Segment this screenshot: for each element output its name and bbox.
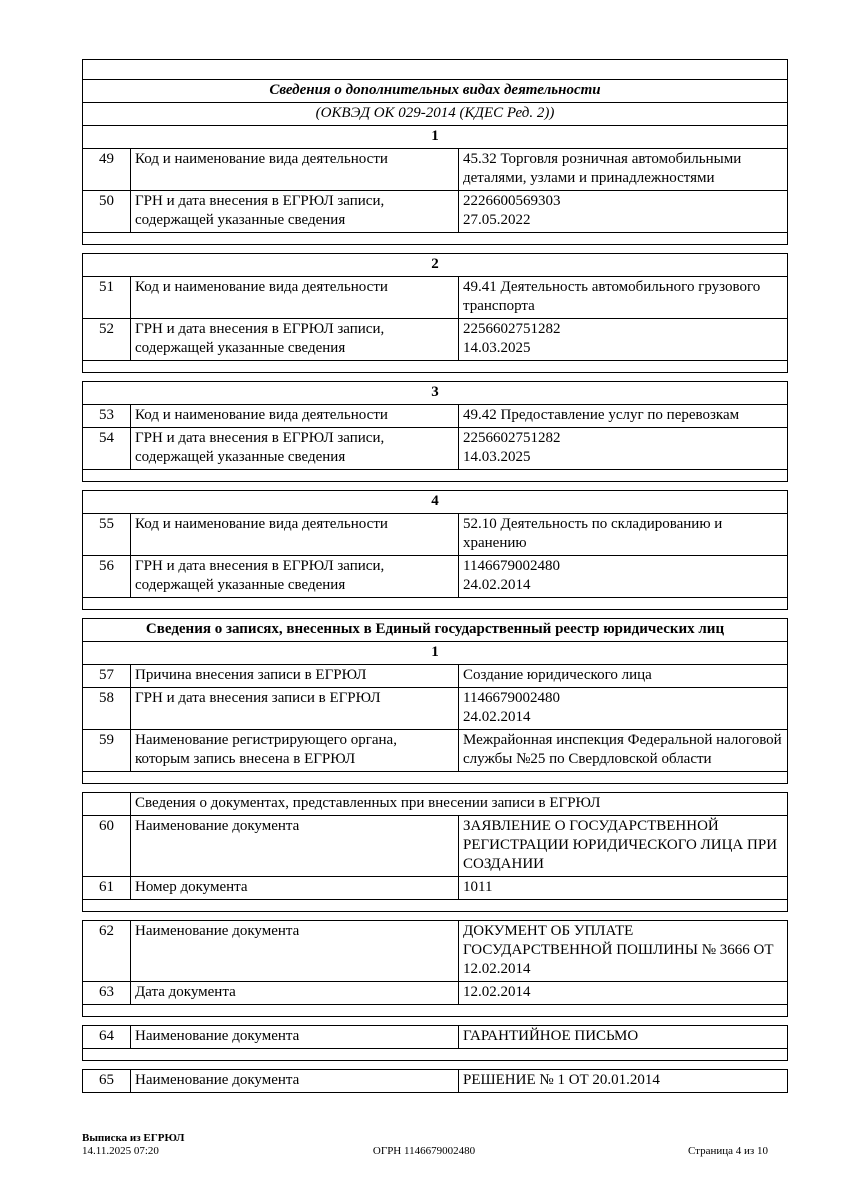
row-number-cell: 56	[83, 556, 131, 598]
table-row	[83, 982, 788, 1005]
row-label-cell: Код и наименование вида деятельности	[131, 405, 459, 428]
row-label-cell: ГРН и дата внесения в ЕГРЮЛ записи, содержащей указанные сведения	[131, 319, 459, 361]
documents-table-1	[82, 792, 788, 912]
row-number-cell: 50	[83, 191, 131, 233]
row-number-cell: 49	[83, 149, 131, 191]
row-value-cell: 1011	[459, 877, 788, 900]
table-row	[83, 277, 788, 319]
spacer-row	[83, 772, 788, 784]
block-number: 1	[83, 126, 788, 149]
spacer-row	[83, 60, 788, 80]
spacer-cell	[83, 1049, 788, 1061]
additional-activities-table-4	[82, 490, 788, 610]
footer-datetime: 14.11.2025 07:20	[82, 1145, 159, 1157]
table-row	[83, 688, 788, 730]
section-title-row	[83, 80, 788, 103]
row-label-cell: Дата документа	[131, 982, 459, 1005]
table-row	[83, 319, 788, 361]
section-title: Сведения о дополнительных видах деятельности	[83, 80, 788, 103]
row-value-cell: ГАРАНТИЙНОЕ ПИСЬМО	[459, 1026, 788, 1049]
block-number: 1	[83, 642, 788, 665]
block-number-row	[83, 126, 788, 149]
spacer-row	[83, 470, 788, 482]
table-row	[83, 149, 788, 191]
documents-section-header: Сведения о документах, представленных при внесении записи в ЕГРЮЛ	[131, 793, 788, 816]
table-row	[83, 816, 788, 877]
row-number-cell: 57	[83, 665, 131, 688]
block-number-row	[83, 254, 788, 277]
row-number-cell: 51	[83, 277, 131, 319]
row-number-cell: 63	[83, 982, 131, 1005]
table-row	[83, 1070, 788, 1093]
row-value-cell: ДОКУМЕНТ ОБ УПЛАТЕ ГОСУДАРСТВЕННОЙ ПОШЛИНЫ № 3666 ОТ 12.02.2014	[459, 921, 788, 982]
row-value-cell: РЕШЕНИЕ № 1 ОТ 20.01.2014	[459, 1070, 788, 1093]
block-number: 3	[83, 382, 788, 405]
row-label-cell: Причина внесения записи в ЕГРЮЛ	[131, 665, 459, 688]
row-number-cell: 55	[83, 514, 131, 556]
row-number-cell: 53	[83, 405, 131, 428]
row-value-cell: Создание юридического лица	[459, 665, 788, 688]
row-value-cell: 1146679002480 24.02.2014	[459, 556, 788, 598]
section-title-row	[83, 619, 788, 642]
row-number-cell: 65	[83, 1070, 131, 1093]
section-subtitle-row	[83, 103, 788, 126]
table-row	[83, 877, 788, 900]
row-label-cell: Код и наименование вида деятельности	[131, 149, 459, 191]
spacer-row	[83, 1005, 788, 1017]
block-number-row	[83, 642, 788, 665]
row-label-cell: Номер документа	[131, 877, 459, 900]
documents-table-2	[82, 920, 788, 1017]
spacer-cell	[83, 361, 788, 373]
row-value-cell: Межрайонная инспекция Федеральной налоговой службы №25 по Свердловской области	[459, 730, 788, 772]
spacer-row	[83, 900, 788, 912]
table-row	[83, 1026, 788, 1049]
block-number: 2	[83, 254, 788, 277]
document-content	[82, 59, 788, 1101]
block-number: 4	[83, 491, 788, 514]
row-label-cell: Код и наименование вида деятельности	[131, 514, 459, 556]
documents-table-3	[82, 1025, 788, 1061]
registry-records-table	[82, 618, 788, 784]
table-row	[83, 921, 788, 982]
block-number-row	[83, 491, 788, 514]
footer-ogrn: ОГРН 1146679002480	[372, 1145, 476, 1157]
row-number-cell: 58	[83, 688, 131, 730]
row-value-cell: 52.10 Деятельность по складированию и хранению	[459, 514, 788, 556]
footer-doc-type: Выписка из ЕГРЮЛ	[82, 1132, 185, 1144]
table-row	[83, 428, 788, 470]
additional-activities-table-2	[82, 253, 788, 373]
additional-activities-table-1	[82, 59, 788, 245]
row-label-cell: ГРН и дата внесения в ЕГРЮЛ записи, содержащей указанные сведения	[131, 191, 459, 233]
spacer-cell	[83, 1005, 788, 1017]
row-label-cell: Наименование регистрирующего органа, которым запись внесена в ЕГРЮЛ	[131, 730, 459, 772]
row-value-cell: 2256602751282 14.03.2025	[459, 428, 788, 470]
row-number-cell: 60	[83, 816, 131, 877]
row-value-cell: 2256602751282 14.03.2025	[459, 319, 788, 361]
spacer-row	[83, 233, 788, 245]
row-label-cell: Наименование документа	[131, 816, 459, 877]
spacer-row	[83, 361, 788, 373]
additional-activities-table-3	[82, 381, 788, 482]
row-value-cell: 49.41 Деятельность автомобильного грузового транспорта	[459, 277, 788, 319]
row-value-cell: ЗАЯВЛЕНИЕ О ГОСУДАРСТВЕННОЙ РЕГИСТРАЦИИ ЮРИДИЧЕСКОГО ЛИЦА ПРИ СОЗДАНИИ	[459, 816, 788, 877]
table-row	[83, 191, 788, 233]
block-number-row	[83, 382, 788, 405]
row-label-cell: Наименование документа	[131, 1070, 459, 1093]
spacer-cell	[83, 470, 788, 482]
row-label-cell: Наименование документа	[131, 921, 459, 982]
row-value-cell: 1146679002480 24.02.2014	[459, 688, 788, 730]
row-number-cell: 52	[83, 319, 131, 361]
row-value-cell: 45.32 Торговля розничная автомобильными деталями, узлами и принадлежностями	[459, 149, 788, 191]
table-row	[83, 556, 788, 598]
spacer-row	[83, 1049, 788, 1061]
row-value-cell: 2226600569303 27.05.2022	[459, 191, 788, 233]
spacer-cell	[83, 60, 788, 80]
row-number-cell: 61	[83, 877, 131, 900]
table-row	[83, 514, 788, 556]
row-number-cell: 62	[83, 921, 131, 982]
records-section-title: Сведения о записях, внесенных в Единый государственный реестр юридических лиц	[83, 619, 788, 642]
row-number-cell: 54	[83, 428, 131, 470]
section-subtitle: (ОКВЭД ОК 029-2014 (КДЕС Ред. 2))	[83, 103, 788, 126]
row-number-cell: 59	[83, 730, 131, 772]
table-row	[83, 730, 788, 772]
table-row	[83, 665, 788, 688]
row-label-cell: Код и наименование вида деятельности	[131, 277, 459, 319]
spacer-cell	[83, 772, 788, 784]
documents-header-row	[83, 793, 788, 816]
row-label-cell: ГРН и дата внесения в ЕГРЮЛ записи, содержащей указанные сведения	[131, 556, 459, 598]
spacer-cell	[83, 233, 788, 245]
row-value-cell: 12.02.2014	[459, 982, 788, 1005]
spacer-row	[83, 598, 788, 610]
row-value-cell: 49.42 Предоставление услуг по перевозкам	[459, 405, 788, 428]
row-number-cell: 64	[83, 1026, 131, 1049]
footer-page-number: Страница 4 из 10	[687, 1145, 768, 1157]
documents-table-4	[82, 1069, 788, 1093]
row-label-cell: ГРН и дата внесения записи в ЕГРЮЛ	[131, 688, 459, 730]
row-label-cell: Наименование документа	[131, 1026, 459, 1049]
empty-number-cell	[83, 793, 131, 816]
spacer-cell	[83, 900, 788, 912]
table-row	[83, 405, 788, 428]
spacer-cell	[83, 598, 788, 610]
row-label-cell: ГРН и дата внесения в ЕГРЮЛ записи, содержащей указанные сведения	[131, 428, 459, 470]
